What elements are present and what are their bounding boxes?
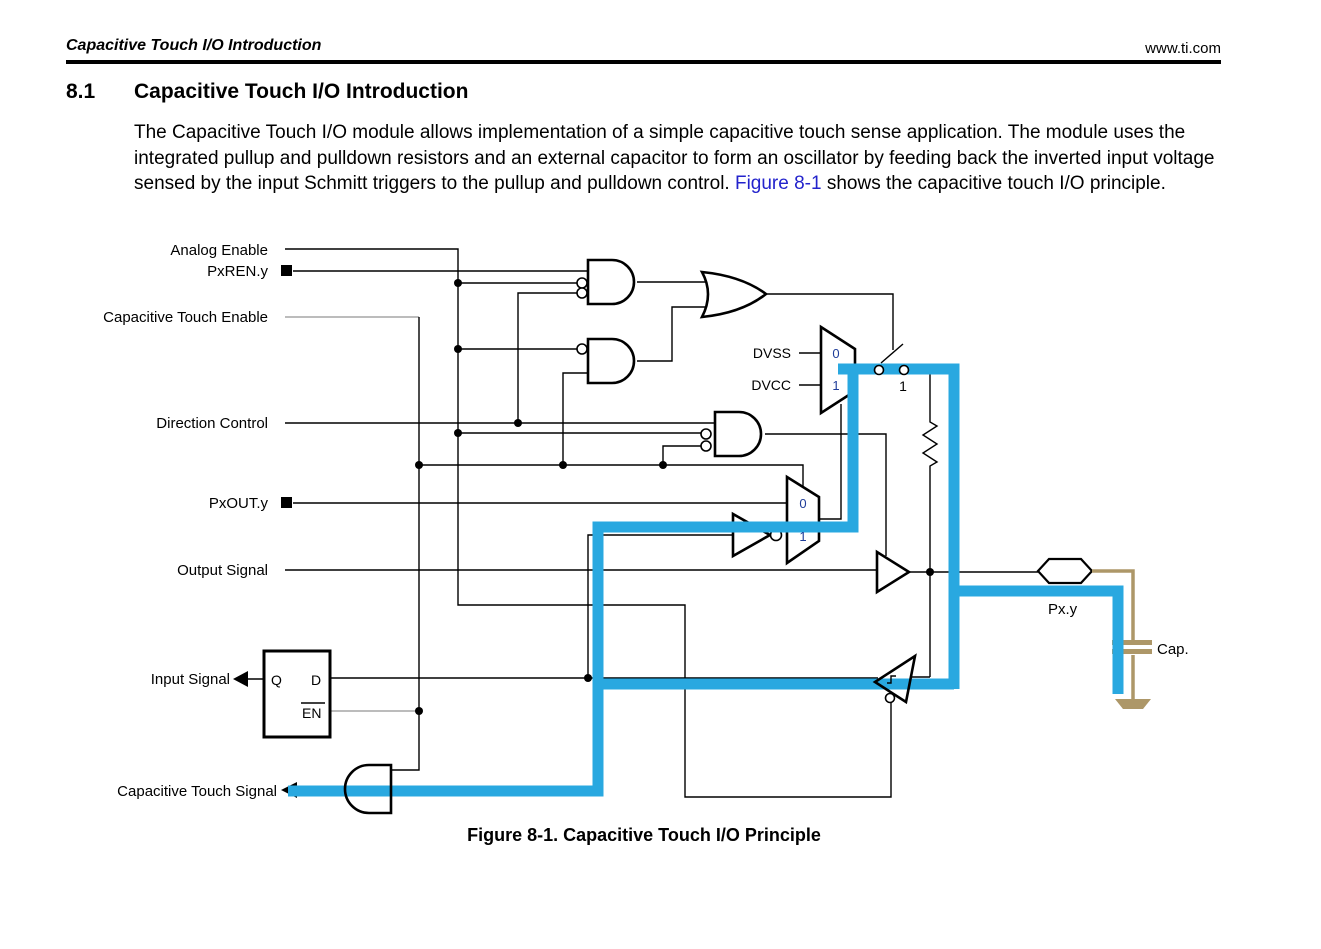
section-number: 8.1 — [66, 80, 96, 103]
nand-gate-1 — [588, 260, 634, 304]
mux-input-0-label: 0 — [832, 346, 840, 361]
wire-branch — [518, 293, 577, 423]
wire-enable-row — [419, 465, 803, 488]
wire-branch — [563, 373, 588, 465]
junction-dot — [415, 461, 423, 469]
output-mux-1-label: 1 — [799, 529, 807, 544]
paragraph-text: shows the capacitive touch I/O principle. — [821, 173, 1166, 194]
pxout-label: PxOUT.y — [208, 495, 268, 512]
pxren-square-icon — [281, 265, 292, 276]
wire-resistor-run — [908, 370, 937, 677]
input-bubble-icon — [577, 344, 587, 354]
wire-feedback — [588, 535, 733, 678]
junction-dot — [454, 279, 462, 287]
cap-touch-enable-label: Capacitive Touch Enable — [103, 309, 268, 326]
section-title: Capacitive Touch I/O Introduction — [134, 80, 469, 103]
junction-dot — [514, 419, 522, 427]
latch-en-label: EN — [302, 705, 322, 721]
junction-dot — [559, 461, 567, 469]
input-bubble-icon — [701, 441, 711, 451]
switch-contact-icon — [900, 366, 909, 375]
input-signal-arrow-icon — [233, 671, 248, 687]
direction-control-label: Direction Control — [156, 415, 268, 432]
switch-contact-icon — [875, 366, 884, 375]
figure-link[interactable]: Figure 8-1 — [734, 173, 822, 194]
output-mux — [787, 477, 819, 563]
latch-d-label: D — [311, 672, 322, 688]
pad-name-label: Px.y — [1048, 601, 1078, 618]
latch-q-label: Q — [271, 672, 282, 688]
paragraph-text: The Capacitive Touch I/O module allows implementation of a simple capacitive touch sense application. The module uses the integrated pullup and pulldown resistors and an external capacitor to form an oscillator by feeding back the inverted input voltage sensed by the input Schmitt triggers to the pullup and pulldown control. — [134, 122, 1215, 194]
nand-gate-2 — [588, 339, 634, 383]
wire-cap-touch-enable-vertical — [391, 317, 419, 770]
pad-hexagon — [1038, 559, 1092, 583]
or-gate — [702, 272, 766, 317]
page-header-title: Capacitive Touch I/O Introduction — [66, 37, 322, 54]
junction-dot — [454, 429, 462, 437]
wire-buffer-enable — [765, 434, 886, 556]
input-bubble-icon — [701, 429, 711, 439]
wire-branch — [663, 446, 701, 465]
junction-dot — [926, 568, 934, 576]
page-header-site: www.ti.com — [1145, 40, 1221, 57]
figure-caption: Figure 8-1. Capacitive Touch I/O Principle — [467, 825, 821, 845]
junction-dot — [659, 461, 667, 469]
switch-blade — [881, 344, 903, 363]
direction-nand-gate — [715, 412, 761, 456]
schmitt-output-bubble-icon — [886, 694, 895, 703]
mux-input-1-label: 1 — [832, 378, 840, 393]
dvcc-label: DVCC — [751, 377, 791, 393]
junction-dot — [454, 345, 462, 353]
input-latch — [264, 651, 330, 737]
switch-position-label: 1 — [899, 378, 907, 394]
input-bubble-icon — [577, 288, 587, 298]
capacitor-label: Cap. — [1157, 641, 1189, 658]
junction-dot — [415, 707, 423, 715]
analog-enable-label: Analog Enable — [170, 242, 268, 259]
pxren-label: PxREN.y — [207, 263, 268, 280]
wire-mux-select — [819, 404, 841, 519]
ground-symbol-icon — [1115, 699, 1151, 709]
pxout-square-icon — [281, 497, 292, 508]
input-signal-label: Input Signal — [150, 671, 230, 688]
output-mux-0-label: 0 — [799, 496, 807, 511]
cap-touch-signal-label: Capacitive Touch Signal — [117, 783, 277, 800]
output-buffer — [877, 552, 909, 592]
wire-gate2-out — [637, 307, 709, 361]
dvss-label: DVSS — [752, 345, 791, 361]
input-bubble-icon — [577, 278, 587, 288]
inverter — [733, 514, 770, 556]
junction-dot — [584, 674, 592, 682]
output-signal-label: Output Signal — [177, 562, 268, 579]
highlight-segment — [954, 591, 1118, 694]
